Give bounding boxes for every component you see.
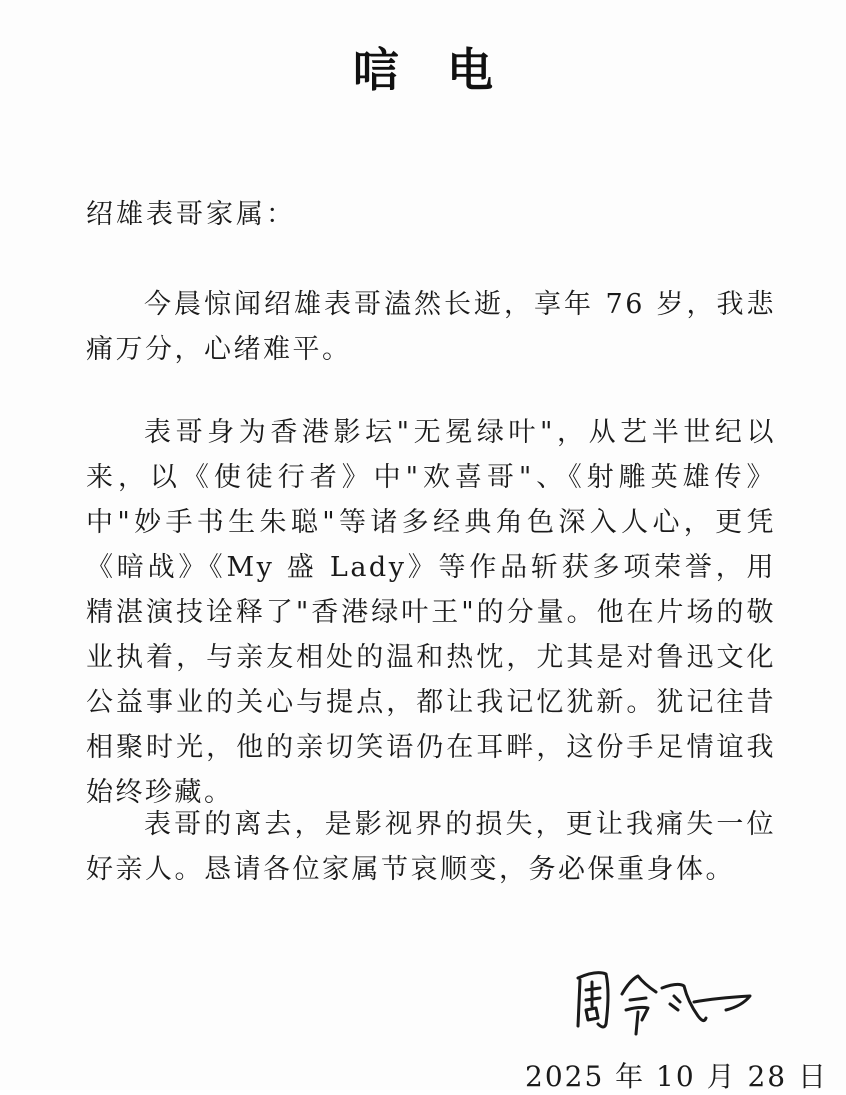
salutation: 绍雄表哥家属： xyxy=(86,199,296,230)
handwritten-signature xyxy=(566,962,756,1042)
letter-date: 2025 年 10 月 28 日 xyxy=(525,1060,829,1093)
paragraph-2: 表哥身为香港影坛"无冕绿叶"，从艺半世纪以来，以《使徒行者》中"欢喜哥"、《射雕英雄传》中"妙手书生朱聪"等诸多经典角色深入人心，更凭《暗战》《My 盛 Lady》等作品斩获多项荣誉，用精湛演技诠释了"香港绿叶王"的分量。他在片场的敬业执着，与亲友相处的温和热忱，尤其是对鲁迅文化公益事业的关心与提点，都让我记忆犹新。犹记往昔相聚时光，他的亲切笑语仍在耳畔，这份手足情谊我始终珍藏。 xyxy=(86,417,776,808)
paragraph-3: 表哥的离去，是影视界的损失，更让我痛失一位好亲人。恳请各位家属节哀顺变，务必保重身体。 xyxy=(86,809,776,885)
paragraph-1: 今晨惊闻绍雄表哥溘然长逝，享年 76 岁，我悲痛万分，心绪难平。 xyxy=(86,289,776,365)
letter-title: 唁电 xyxy=(353,43,541,97)
